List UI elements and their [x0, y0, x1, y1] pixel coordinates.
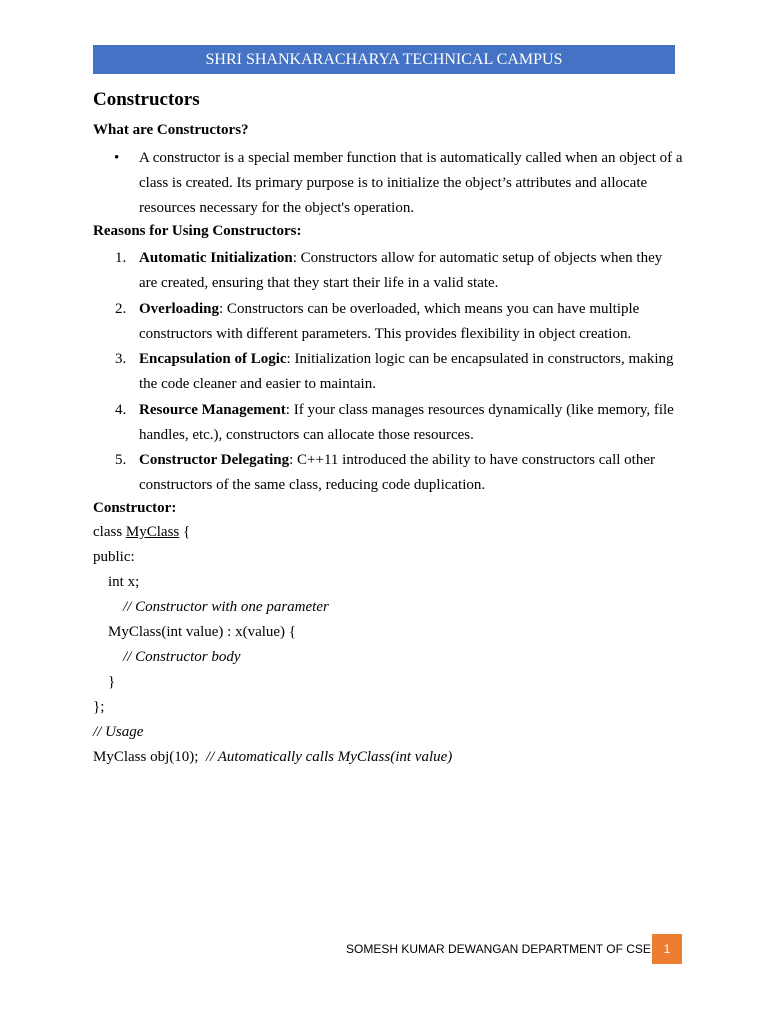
reason-term: Overloading: [139, 300, 220, 317]
what-heading: What are Constructors?: [93, 122, 249, 138]
code-line: [93, 623, 693, 648]
reason-number: 2.: [115, 300, 127, 317]
code-line: [93, 673, 693, 698]
code-class-name: MyClass: [125, 524, 180, 540]
code-text: MyClass(int value) : x(value) {: [108, 624, 296, 640]
bullet-icon: •: [114, 150, 120, 166]
reason-item-5: [93, 448, 683, 498]
code-line: [93, 548, 693, 573]
code-line: [93, 748, 693, 773]
code-text: int x;: [108, 574, 140, 590]
reason-number: 1.: [115, 250, 127, 266]
reason-term: Constructor Delegating: [139, 452, 290, 468]
page-number-badge: 1: [652, 934, 682, 964]
reason-number: 4.: [115, 401, 127, 418]
code-comment: // Constructor body: [123, 649, 241, 665]
reason-item-2: [93, 297, 683, 347]
reason-item-4: [93, 398, 683, 448]
reason-text: : Constructors allow for automatic setup of objects when they are created, ensuring that they start their life in a valid state.: [139, 250, 663, 291]
reason-item-3: [93, 347, 683, 397]
code-line: [93, 698, 693, 723]
header-banner: SHRI SHANKARACHARYA TECHNICAL CAMPUS: [93, 45, 675, 74]
page-title: Constructors: [93, 89, 200, 110]
code-text: }: [108, 674, 116, 690]
reason-term: Automatic Initialization: [139, 250, 293, 266]
code-text: public:: [93, 549, 135, 565]
code-comment: // Constructor with one parameter: [123, 599, 329, 615]
code-line: [93, 723, 693, 748]
code-line: [93, 648, 693, 673]
reason-text: : If your class manages resources dynamically (like memory, file handles, etc.), constructors can allocate those resources.: [139, 401, 674, 443]
reason-text: : C++11 introduced the ability to have constructors call other constructors of the same class, reducing code duplication.: [139, 452, 655, 493]
reason-term: Encapsulation of Logic: [139, 351, 287, 367]
code-line: [93, 573, 693, 598]
code-text: {: [179, 524, 191, 540]
definition-list: [93, 146, 693, 221]
list-item: [93, 146, 693, 221]
code-line: [93, 598, 693, 623]
footer-department: SOMESH KUMAR DEWANGAN DEPARTMENT OF CSE: [346, 942, 651, 956]
reason-number: 5.: [115, 452, 127, 468]
code-comment: // Automatically calls MyClass(int value): [205, 749, 453, 765]
reasons-list: [93, 246, 683, 499]
code-comment: // Usage: [93, 724, 144, 740]
code-block: [93, 523, 693, 773]
code-line: [93, 523, 693, 548]
definition-text: A constructor is a special member function that is automatically called when an object of a class is created. Its primary purpose is to initialize the object’s attributes and allocate resources necessary for the object's operation.: [139, 150, 683, 216]
constructor-heading: Constructor:: [93, 500, 177, 516]
reason-text: : Initialization logic can be encapsulated in constructors, making the code cleaner and easier to maintain.: [139, 351, 674, 392]
reason-text: : Constructors can be overloaded, which means you can have multiple constructors with different parameters. This provides flexibility in object creation.: [139, 300, 640, 342]
code-keyword: class: [93, 524, 126, 540]
reason-item-1: [93, 246, 683, 296]
reasons-heading: Reasons for Using Constructors:: [93, 223, 302, 239]
reason-term: Resource Management: [139, 401, 286, 418]
code-text: };: [93, 699, 105, 715]
reason-number: 3.: [115, 351, 127, 367]
code-text: MyClass obj(10);: [93, 749, 206, 765]
